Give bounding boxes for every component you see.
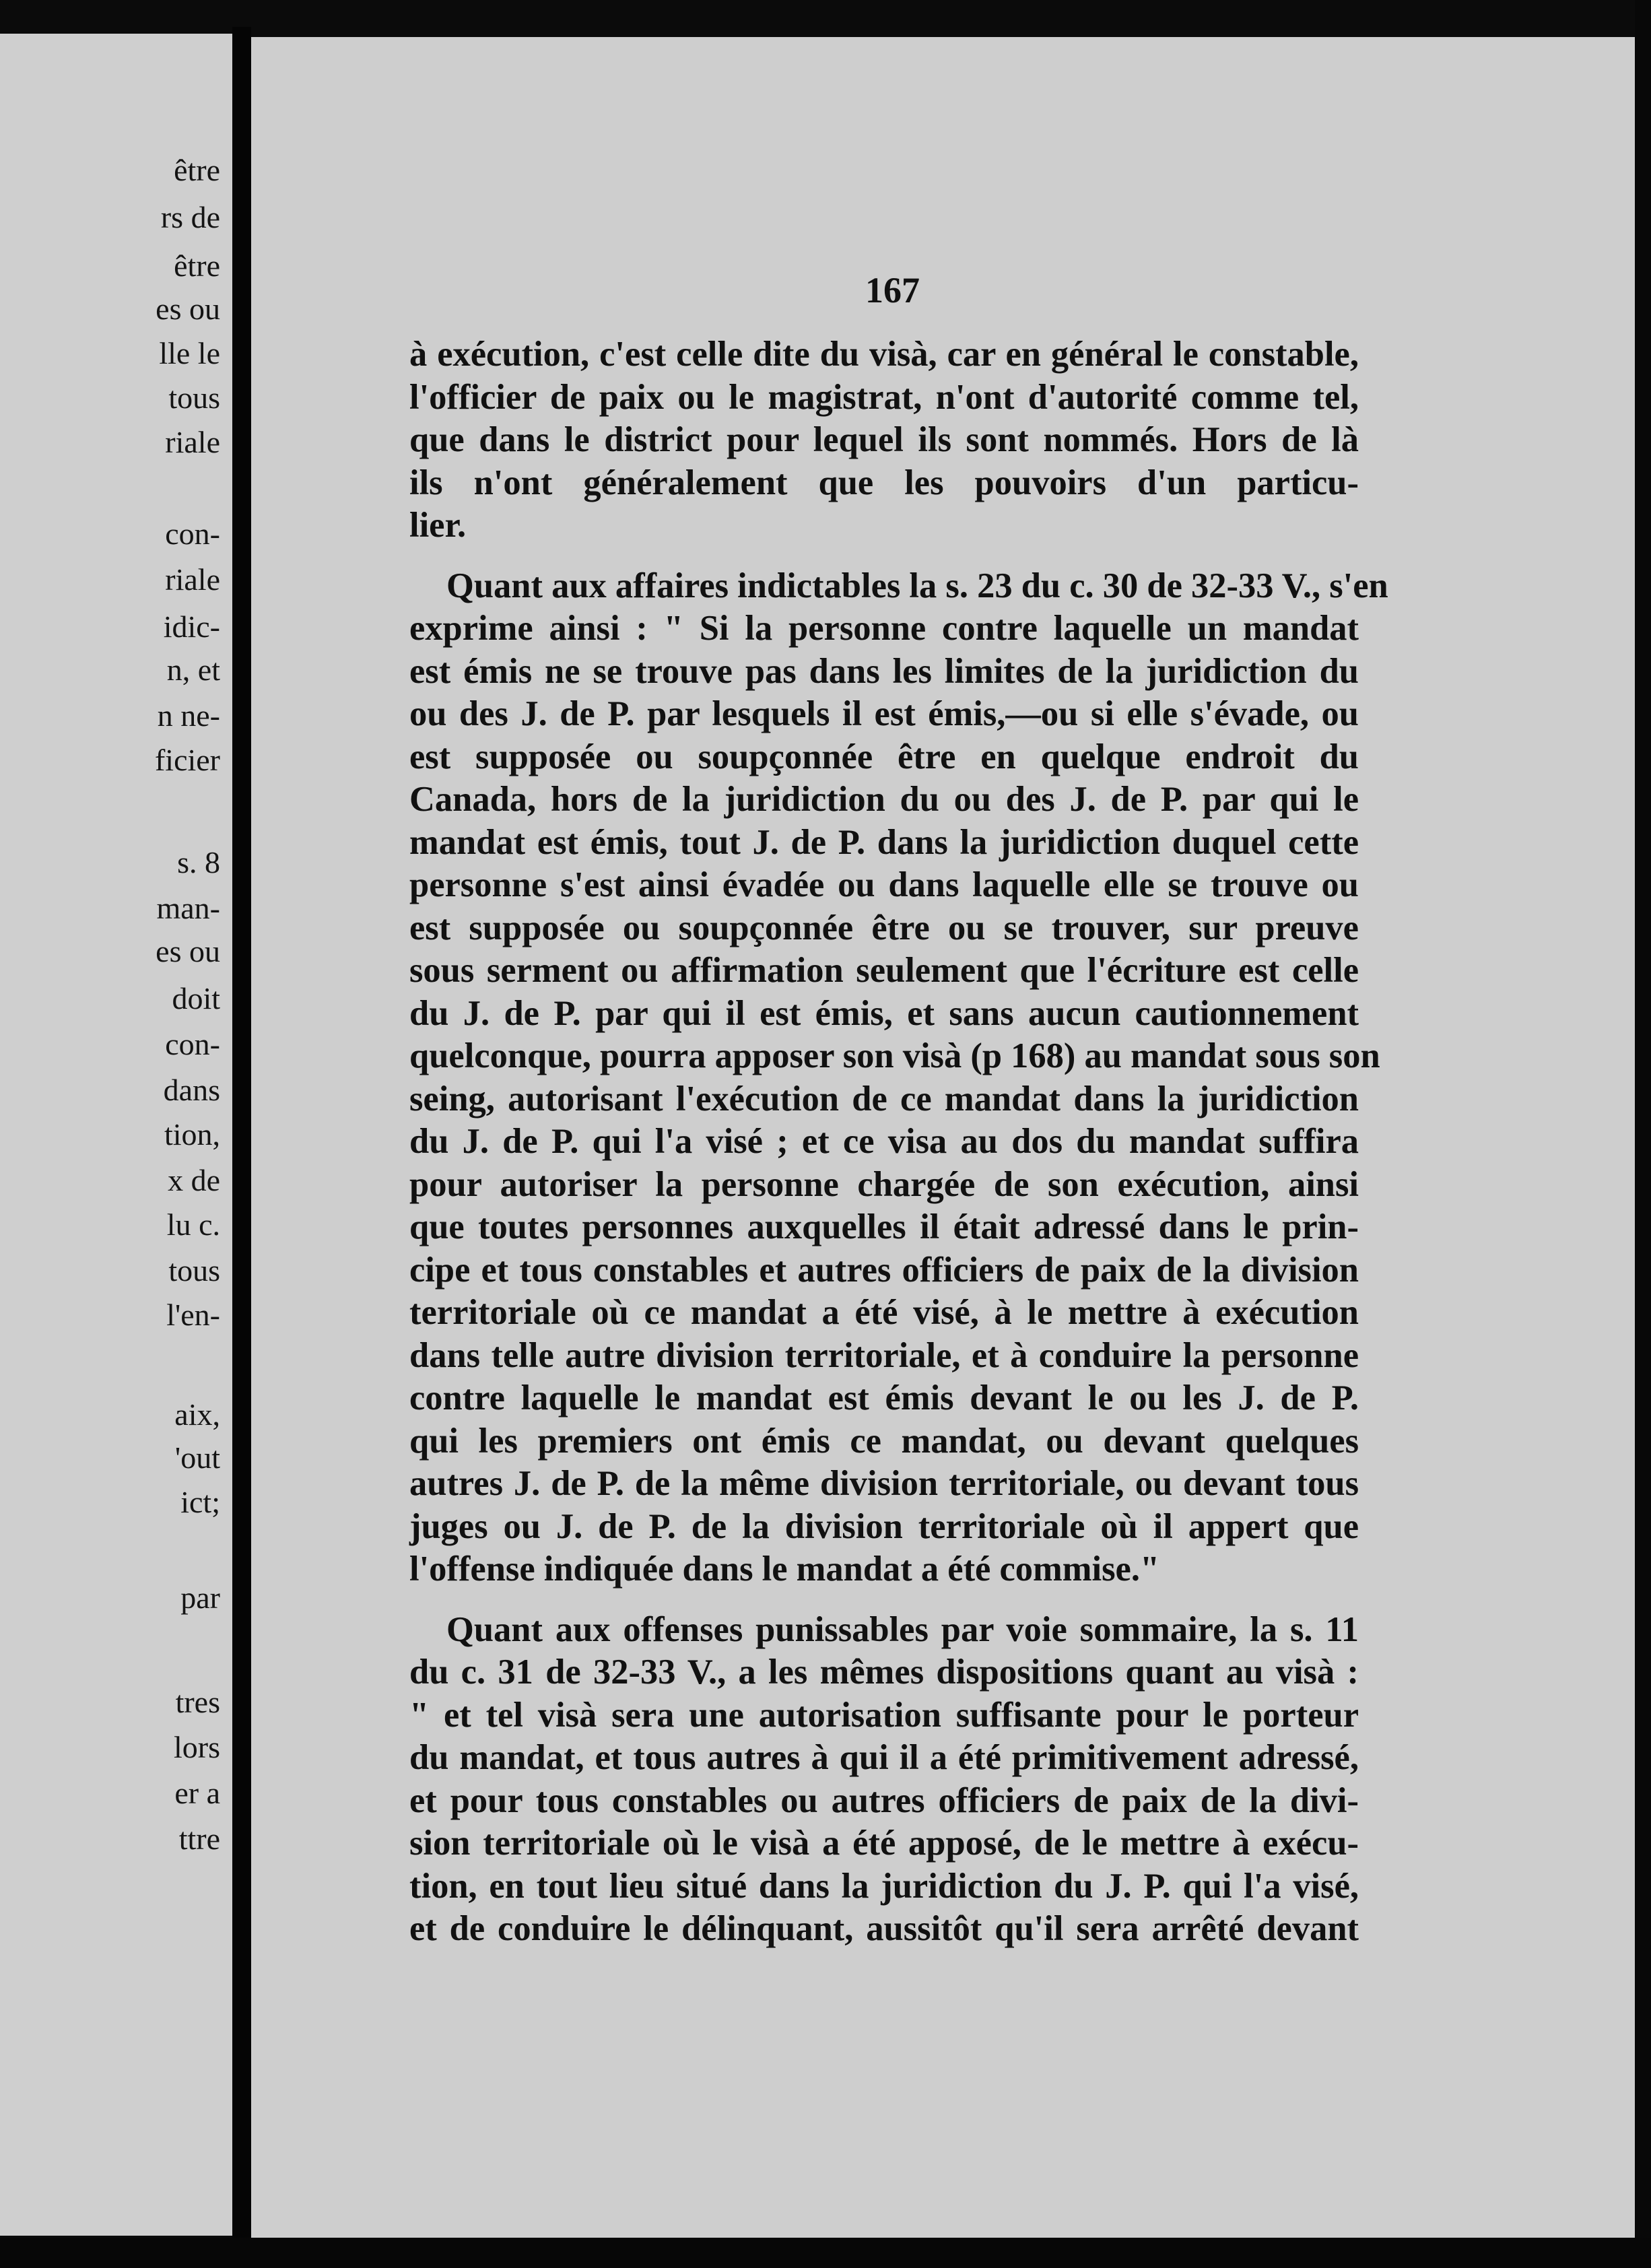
left-page-fragment: tres: [175, 1685, 220, 1719]
text-line: Canada, hors de la juridiction du ou des J. de P. par qui le: [409, 780, 1359, 819]
left-page-fragment: tous: [168, 380, 220, 415]
left-page-fragment: s. 8: [177, 845, 220, 879]
text-line: dans telle autre division territoriale, et à conduire la personne: [409, 1335, 1359, 1375]
text-line: du c. 31 de 32-33 V., a les mêmes dispositions quant au visà :: [409, 1653, 1359, 1692]
text-line: cipe et tous constables et autres officiers de paix de la division: [409, 1250, 1359, 1290]
text-line: sion territoriale où le visà a été apposé, de le mettre à exécu-: [409, 1824, 1359, 1863]
left-page: [0, 34, 232, 2236]
left-page-fragment: idic-: [163, 609, 220, 644]
text-line: que toutes personnes auxquelles il était adressé dans le prin-: [409, 1207, 1359, 1246]
text-line: du J. de P. qui l'a visé ; et ce visa au dos du mandat suffira: [409, 1122, 1359, 1161]
left-page-fragment: doit: [172, 981, 220, 1015]
paragraph: [409, 333, 1359, 547]
text-line: personne s'est ainsi évadée ou dans laquelle elle se trouve ou: [409, 865, 1359, 904]
right-scan-border: [1635, 0, 1651, 2268]
left-page-fragment: n ne-: [157, 698, 220, 733]
text-line: quelconque, pourra apposer son visà (p 168) au mandat sous son: [409, 1036, 1380, 1075]
text-line: contre laquelle le mandat est émis devant le ou les J. de P.: [409, 1378, 1359, 1418]
text-line: ou des J. de P. par lesquels il est émis,—ou si elle s'évade, ou: [409, 694, 1359, 733]
page-number: 167: [865, 270, 920, 310]
text-line: exprime ainsi : " Si la personne contre laquelle un mandat: [409, 609, 1359, 648]
text-line: à exécution, c'est celle dite du visà, car en général le constable,: [409, 335, 1359, 374]
left-page-fragment: con-: [165, 1027, 220, 1061]
left-page-fragment: aix,: [174, 1397, 220, 1432]
left-page-fragment: tous: [168, 1253, 220, 1288]
text-line: du J. de P. par qui il est émis, et sans aucun cautionnement: [409, 993, 1359, 1033]
left-page-fragment: es ou: [156, 934, 220, 968]
left-page-fragment: n, et: [166, 653, 220, 687]
left-page-fragment: riale: [165, 562, 220, 597]
left-page-fragment: rs de: [160, 200, 220, 234]
text-line: Quant aux offenses punissables par voie sommaire, la s. 11: [446, 1609, 1359, 1649]
left-page-fragment: être: [174, 248, 220, 283]
paragraph-gap: [409, 547, 1359, 565]
text-line: l'officier de paix ou le magistrat, n'ont d'autorité comme tel,: [409, 377, 1359, 417]
left-page-fragment: ttre: [178, 1822, 220, 1856]
text-line: lier.: [409, 506, 467, 545]
text-line: sous serment ou affirmation seulement que l'écriture est celle: [409, 951, 1359, 990]
text-line: qui les premiers ont émis ce mandat, ou devant quelques: [409, 1421, 1359, 1461]
text-line: autres J. de P. de la même division territoriale, ou devant tous: [409, 1464, 1359, 1503]
left-page-fragment: l'en-: [166, 1298, 220, 1332]
left-page-fragment: lu c.: [166, 1207, 220, 1242]
page-body-text: [409, 333, 1388, 1951]
left-page-fragment: riale: [165, 425, 220, 459]
text-line: et pour tous constables ou autres officiers de paix de la divi-: [409, 1780, 1359, 1820]
text-line: et de conduire le délinquant, aussitôt qu'il sera arrêté devant: [409, 1909, 1359, 1948]
left-page-fragment: er a: [174, 1776, 220, 1810]
text-line: seing, autorisant l'exécution de ce mandat dans la juridiction: [409, 1079, 1359, 1119]
left-page-fragment: ficier: [154, 743, 220, 777]
text-line: Quant aux affaires indictables la s. 23 du c. 30 de 32-33 V., s'en: [446, 566, 1388, 605]
text-line: juges ou J. de P. de la division territoriale où il appert que: [409, 1506, 1359, 1546]
left-page-fragment: con-: [165, 516, 220, 551]
left-page-fragment: tion,: [164, 1117, 220, 1152]
paragraph: [409, 565, 1388, 1591]
right-page: [251, 37, 1635, 2239]
text-line: du mandat, et tous autres à qui il a été primitivement adressé,: [409, 1738, 1359, 1777]
text-line: est émis ne se trouve pas dans les limites de la juridiction du: [409, 651, 1359, 691]
text-line: que dans le district pour lequel ils sont nommés. Hors de là: [409, 420, 1359, 459]
text-line: pour autoriser la personne chargée de son exécution, ainsi: [409, 1164, 1359, 1204]
text-line: ils n'ont généralement que les pouvoirs d'un particu-: [409, 463, 1359, 502]
bottom-scan-border: [0, 2238, 1651, 2268]
left-page-fragment: man-: [156, 891, 220, 925]
text-line: l'offense indiquée dans le mandat a été commise.": [409, 1549, 1160, 1589]
book-gutter: [232, 27, 251, 2249]
left-page-fragment: lors: [174, 1730, 220, 1764]
left-page-fragment: être: [174, 153, 220, 187]
text-line: est supposée ou soupçonnée être ou se trouver, sur preuve: [409, 908, 1359, 947]
left-page-text-fragments: [0, 34, 232, 2236]
text-line: est supposée ou soupçonnée être en quelque endroit du: [409, 737, 1359, 776]
left-page-fragment: x de: [168, 1163, 220, 1197]
text-line: mandat est émis, tout J. de P. dans la juridiction duquel cette: [409, 822, 1359, 862]
text-line: territoriale où ce mandat a été visé, à le mettre à exécution: [409, 1293, 1359, 1332]
paragraph-gap: [409, 1591, 1359, 1609]
text-line: " et tel visà sera une autorisation suffisante pour le porteur: [409, 1695, 1359, 1735]
text-line: tion, en tout lieu situé dans la juridiction du J. P. qui l'a visé,: [409, 1866, 1359, 1906]
left-page-fragment: ict;: [180, 1485, 220, 1519]
paragraph: [409, 1609, 1359, 1951]
left-page-fragment: 'out: [174, 1440, 220, 1475]
left-page-fragment: dans: [163, 1073, 220, 1107]
left-page-fragment: par: [180, 1580, 220, 1615]
left-page-fragment: es ou: [156, 292, 220, 326]
left-page-fragment: lle le: [159, 336, 220, 370]
